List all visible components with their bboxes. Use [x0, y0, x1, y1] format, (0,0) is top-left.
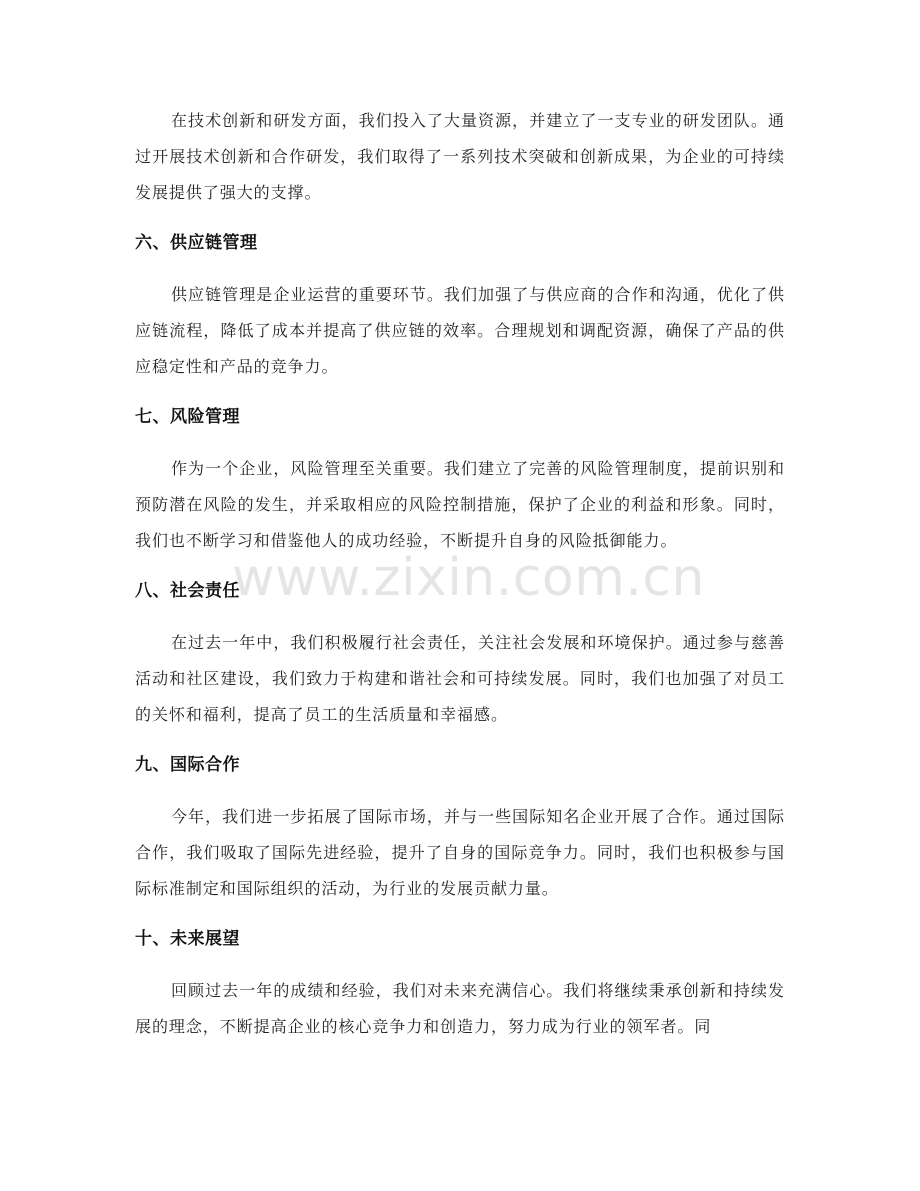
section-body-international: 今年，我们进一步拓展了国际市场，并与一些国际知名企业开展了合作。通过国际合作，我们吸取了国际先进经验，提升了自身的国际竞争力。同时，我们也积极参与国际标准制定和国际组织的活动，为行业的发展贡献力量。 [135, 807, 785, 898]
section-heading-social: 八、社会责任 [135, 581, 240, 601]
intro-paragraph: 在技术创新和研发方面，我们投入了大量资源，并建立了一支专业的研发团队。通过开展技术创新和合作研发，我们取得了一系列技术突破和创新成果，为企业的可持续发展提供了强大的支撑。 [135, 111, 785, 202]
section-heading-outlook: 十、未来展望 [135, 929, 240, 949]
section-heading-risk: 七、风险管理 [135, 407, 240, 427]
section-heading-international: 九、国际合作 [135, 755, 240, 775]
section-body-social: 在过去一年中，我们积极履行社会责任，关注社会发展和环境保护。通过参与慈善活动和社区建设，我们致力于构建和谐社会和可持续发展。同时，我们也加强了对员工的关怀和福利，提高了员工的生活质量和幸福感。 [135, 633, 785, 724]
watermark: www.zixin.com.cn [232, 548, 705, 608]
section-body-risk: 作为一个企业，风险管理至关重要。我们建立了完善的风险管理制度，提前识别和预防潜在风险的发生，并采取相应的风险控制措施，保护了企业的利益和形象。同时，我们也不断学习和借鉴他人的成功经验，不断提升自身的风险抵御能力。 [135, 459, 785, 550]
section-heading-supply-chain: 六、供应链管理 [135, 233, 258, 253]
section-body-outlook: 回顾过去一年的成绩和经验，我们对未来充满信心。我们将继续秉承创新和持续发展的理念，不断提高企业的核心竞争力和创造力，努力成为行业的领军者。同 [135, 981, 785, 1036]
section-body-supply-chain: 供应链管理是企业运营的重要环节。我们加强了与供应商的合作和沟通，优化了供应链流程，降低了成本并提高了供应链的效率。合理规划和调配资源，确保了产品的供应稳定性和产品的竞争力。 [135, 285, 785, 376]
document-body [135, 103, 785, 1063]
